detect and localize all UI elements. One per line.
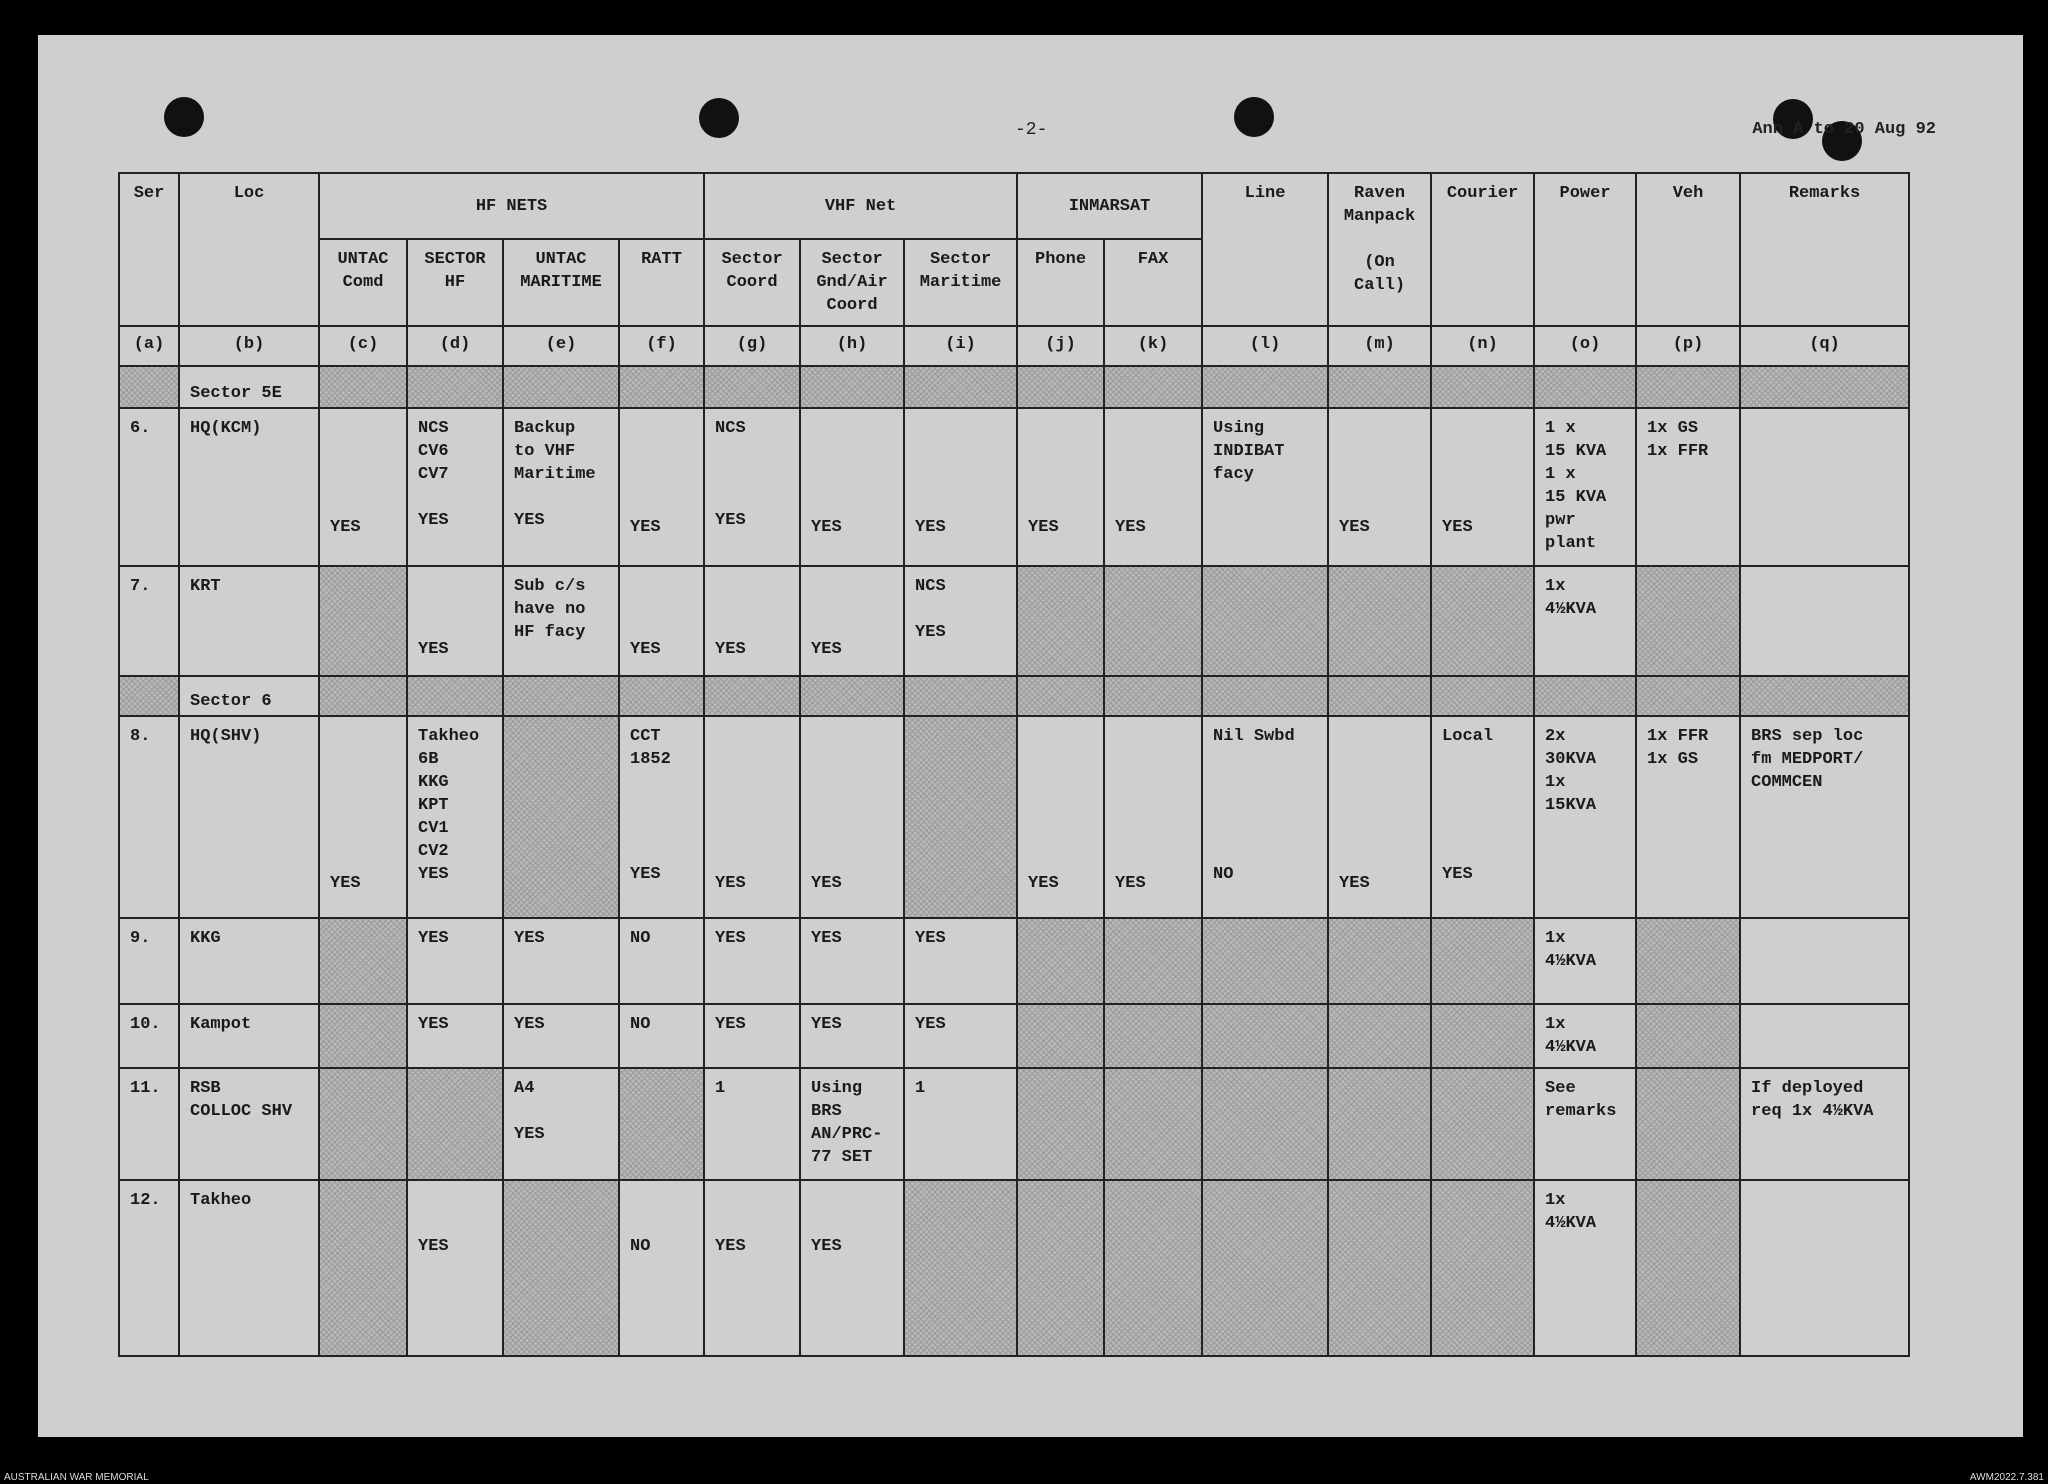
table-row	[119, 566, 1909, 676]
cell: YES	[800, 408, 904, 566]
cell: NCS CV6 CV7 YES	[407, 408, 503, 566]
cell-loc: RSB COLLOC SHV	[179, 1068, 319, 1180]
footer-archive-name: AUSTRALIAN WAR MEMORIAL	[4, 1472, 149, 1483]
column-letter-row	[119, 326, 1909, 366]
col-label: (i)	[904, 326, 1017, 366]
col-label: (d)	[407, 326, 503, 366]
header-untac-comd: UNTAC Comd	[319, 239, 407, 326]
table-row	[119, 716, 1909, 918]
header-power: Power	[1534, 173, 1636, 326]
header-fax: FAX	[1104, 239, 1202, 326]
cell: YES	[704, 1004, 800, 1068]
cell: Nil Swbd NO	[1202, 716, 1328, 918]
cell: YES	[1104, 408, 1202, 566]
cell-ser: 10.	[119, 1004, 179, 1068]
cell: If deployed req 1x 4½KVA	[1740, 1068, 1909, 1180]
cell: YES	[704, 918, 800, 1004]
cell	[1740, 918, 1909, 1004]
cell: 1x 4½KVA	[1534, 1180, 1636, 1356]
cell: 1x 4½KVA	[1534, 1004, 1636, 1068]
cell: YES	[319, 408, 407, 566]
header-loc: Loc	[179, 173, 319, 326]
cell: YES	[800, 716, 904, 918]
header-phone: Phone	[1017, 239, 1104, 326]
header-ser: Ser	[119, 173, 179, 326]
cell: YES	[1104, 716, 1202, 918]
cell: YES	[904, 408, 1017, 566]
cell: YES	[407, 918, 503, 1004]
header-sector-hf: SECTOR HF	[407, 239, 503, 326]
cell	[1740, 1180, 1909, 1356]
col-label: (k)	[1104, 326, 1202, 366]
cell: YES	[407, 566, 503, 676]
header-sector-coord: Sector Coord	[704, 239, 800, 326]
cell: YES	[1431, 408, 1534, 566]
cell: A4 YES	[503, 1068, 619, 1180]
col-label: (f)	[619, 326, 704, 366]
header-sector-gnd-air: Sector Gnd/Air Coord	[800, 239, 904, 326]
cell: 1x 4½KVA	[1534, 918, 1636, 1004]
cell: 1x FFR 1x GS	[1636, 716, 1740, 918]
cell: YES	[904, 1004, 1017, 1068]
cell: NCS YES	[904, 566, 1017, 676]
cell	[1740, 408, 1909, 566]
footer-accession-number: AWM2022.7.381	[1969, 1472, 2044, 1483]
cell-loc: Kampot	[179, 1004, 319, 1068]
cell: Backup to VHF Maritime YES	[503, 408, 619, 566]
table-row	[119, 1180, 1909, 1356]
punch-hole	[1234, 97, 1274, 137]
cell-ser: 8.	[119, 716, 179, 918]
cell-ser: 9.	[119, 918, 179, 1004]
cell: YES	[503, 1004, 619, 1068]
cell: YES	[800, 1004, 904, 1068]
cell: YES	[704, 1180, 800, 1356]
cell-loc: Takheo	[179, 1180, 319, 1356]
cell: CCT 1852 YES	[619, 716, 704, 918]
cell: Local YES	[1431, 716, 1534, 918]
cell: YES	[704, 716, 800, 918]
header-sector-maritime: Sector Maritime	[904, 239, 1017, 326]
col-label: (m)	[1328, 326, 1431, 366]
cell: YES	[407, 1004, 503, 1068]
header-row-1	[119, 173, 1909, 239]
cell: 2x 30KVA 1x 15KVA	[1534, 716, 1636, 918]
header-ratt: RATT	[619, 239, 704, 326]
cell: YES	[619, 566, 704, 676]
header-courier: Courier	[1431, 173, 1534, 326]
cell: NO	[619, 918, 704, 1004]
col-label: (j)	[1017, 326, 1104, 366]
cell-ser: 7.	[119, 566, 179, 676]
col-label: (n)	[1431, 326, 1534, 366]
cell: YES	[1328, 716, 1431, 918]
section-row	[119, 676, 1909, 716]
cell: 1x GS 1x FFR	[1636, 408, 1740, 566]
header-hf-nets: HF NETS	[319, 173, 704, 239]
punch-hole	[164, 97, 204, 137]
cell: YES	[704, 566, 800, 676]
table-row	[119, 918, 1909, 1004]
header-untac-maritime: UNTAC MARITIME	[503, 239, 619, 326]
section-label: Sector 6	[179, 676, 319, 716]
punch-hole	[699, 98, 739, 138]
cell: YES	[800, 1180, 904, 1356]
header-remarks: Remarks	[1740, 173, 1909, 326]
header-line: Line	[1202, 173, 1328, 326]
header-veh: Veh	[1636, 173, 1740, 326]
cell: 1	[704, 1068, 800, 1180]
col-label: (c)	[319, 326, 407, 366]
cell: YES	[1328, 408, 1431, 566]
col-label: (b)	[179, 326, 319, 366]
cell: YES	[904, 918, 1017, 1004]
table-row	[119, 408, 1909, 566]
col-label: (o)	[1534, 326, 1636, 366]
cell-ser: 6.	[119, 408, 179, 566]
cell: BRS sep loc fm MEDPORT/ COMMCEN	[1740, 716, 1909, 918]
section-label: Sector 5E	[179, 366, 319, 408]
table-row	[119, 1068, 1909, 1180]
cell: Takheo 6B KKG KPT CV1 CV2 YES	[407, 716, 503, 918]
table-row	[119, 1004, 1909, 1068]
col-label: (g)	[704, 326, 800, 366]
header-inmarsat: INMARSAT	[1017, 173, 1202, 239]
cell	[1740, 566, 1909, 676]
cell: 1x 4½KVA	[1534, 566, 1636, 676]
col-label: (h)	[800, 326, 904, 366]
cell: 1	[904, 1068, 1017, 1180]
cell: NO	[619, 1004, 704, 1068]
cell-loc: KRT	[179, 566, 319, 676]
cell-loc: HQ(SHV)	[179, 716, 319, 918]
cell: YES	[503, 918, 619, 1004]
cell-ser: 11.	[119, 1068, 179, 1180]
cell-loc: HQ(KCM)	[179, 408, 319, 566]
cell: YES	[800, 918, 904, 1004]
cell-loc: KKG	[179, 918, 319, 1004]
cell-ser: 12.	[119, 1180, 179, 1356]
col-label: (e)	[503, 326, 619, 366]
cell: NO	[619, 1180, 704, 1356]
cell: YES	[800, 566, 904, 676]
header-vhf-net: VHF Net	[704, 173, 1017, 239]
col-label: (a)	[119, 326, 179, 366]
header-raven: Raven Manpack (On Call)	[1328, 173, 1431, 326]
col-label: (q)	[1740, 326, 1909, 366]
col-label: (p)	[1636, 326, 1740, 366]
section-row	[119, 366, 1909, 408]
cell: Using INDIBAT facy	[1202, 408, 1328, 566]
cell: Sub c/s have no HF facy	[503, 566, 619, 676]
cell: YES	[1017, 716, 1104, 918]
cell: YES	[407, 1180, 503, 1356]
col-label: (l)	[1202, 326, 1328, 366]
document-reference: Ann A to 20 Aug 92	[1752, 120, 1936, 139]
cell: YES	[619, 408, 704, 566]
comms-table	[118, 172, 1910, 1357]
cell: See remarks	[1534, 1068, 1636, 1180]
cell: Using BRS AN/PRC- 77 SET	[800, 1068, 904, 1180]
cell: 1 x 15 KVA 1 x 15 KVA pwr plant	[1534, 408, 1636, 566]
cell	[1740, 1004, 1909, 1068]
cell: YES	[1017, 408, 1104, 566]
cell: NCS YES	[704, 408, 800, 566]
cell: YES	[319, 716, 407, 918]
page-number: -2-	[1015, 120, 1048, 140]
